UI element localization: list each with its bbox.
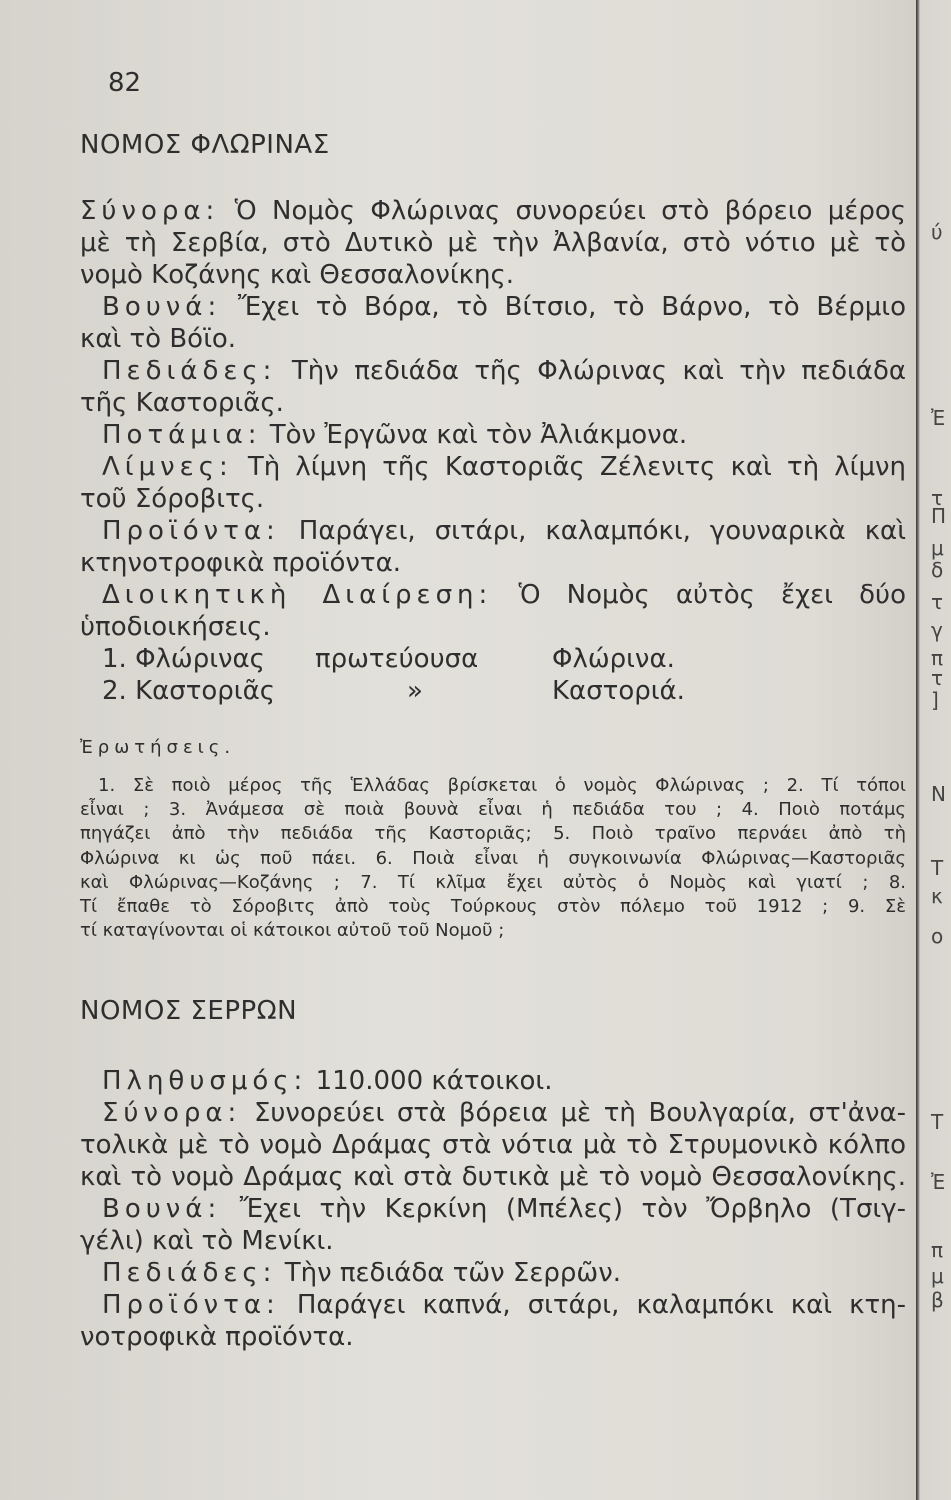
florina-products-line-1 bbox=[80, 516, 906, 546]
florina-products-text-1: Παράγει, σιτάρι, καλαμπόκι, γουναρικὰ καὶ bbox=[279, 516, 906, 546]
florina-admin-line-1 bbox=[80, 580, 906, 610]
admin-row-1-seat: Φλώρινα. bbox=[552, 644, 675, 674]
florina-products-label: Προϊόντα: bbox=[102, 516, 280, 546]
serres-mountains-line-2: γέλι) καὶ τὸ Μενίκι. bbox=[80, 1226, 334, 1256]
gutter-char: δ bbox=[931, 558, 944, 582]
serres-products-line-1 bbox=[80, 1290, 906, 1320]
admin-row-1-role: πρωτεύουσα bbox=[315, 644, 479, 674]
gutter-char: Τ bbox=[931, 1110, 944, 1134]
section-title-florina: ΝΟΜΟΣ ΦΛΩΡΙΝΑΣ bbox=[80, 130, 330, 160]
florina-lakes-line-2: τοῦ Σόροβιτς. bbox=[80, 484, 265, 514]
gutter-char: μ bbox=[931, 1264, 944, 1288]
florina-plains-line-1 bbox=[80, 356, 906, 386]
question-line-2: εἶναι ; 3. Ἀνάμεσα σὲ ποιὰ βουνὰ εἶναι ἡ πεδιάδα του ; 4. Ποιὸ ποτάμς bbox=[80, 799, 906, 820]
serres-borders-text-1: Συνορεύει στὰ βόρεια μὲ τὴ Βουλγαρία, στ'ἀνα- bbox=[241, 1098, 906, 1128]
serres-population-text: 110.000 κάτοικοι. bbox=[307, 1066, 553, 1096]
florina-mountains-label: Βουνά: bbox=[102, 292, 222, 322]
question-line-6: Τί ἔπαθε τὸ Σόροβιτς ἀπὸ τοὺς Τούρκους στὸν πόλεμο τοῦ 1912 ; 9. Σὲ bbox=[80, 896, 906, 917]
questions-heading: Ἐρωτήσεις. bbox=[80, 737, 236, 758]
florina-borders-line-3: νομὸ Κοζάνης καὶ Θεσσαλονίκης. bbox=[80, 260, 514, 290]
gutter-char: τ bbox=[931, 486, 944, 510]
florina-borders-line-2: μὲ τὴ Σερβία, στὸ Δυτικὸ μὲ τὴν Ἀλβανία, στὸ νότιο μὲ τὸ bbox=[80, 228, 906, 258]
serres-plains-line bbox=[80, 1258, 906, 1288]
florina-rivers-label: Ποτάμια: bbox=[102, 420, 262, 450]
gutter-char: τ bbox=[931, 666, 944, 690]
gutter-char: β bbox=[931, 1288, 944, 1312]
gutter-char: π bbox=[931, 1238, 944, 1262]
serres-products-label: Προϊόντα: bbox=[102, 1290, 280, 1320]
florina-mountains-text-1: Ἔχει τὸ Βόρα, τὸ Βίτσιο, τὸ Βάρνο, τὸ Βέρμιο bbox=[221, 292, 906, 322]
serres-borders-label: Σύνορα: bbox=[102, 1098, 242, 1128]
florina-admin-text-1: Ὁ Νομὸς αὐτὸς ἔχει δύο bbox=[492, 580, 906, 610]
serres-mountains-label: Βουνά: bbox=[102, 1194, 222, 1224]
florina-plains-text-1: Τὴν πεδιάδα τῆς Φλώρινας καὶ τὴν πεδιάδα bbox=[276, 356, 906, 386]
florina-borders-text-1: Ὁ Νομὸς Φλώρινας συνορεύει στὸ βόρειο μέρος bbox=[219, 196, 906, 226]
gutter-char: π bbox=[931, 646, 944, 670]
florina-lakes-text-1: Τὴ λίμνη τῆς Καστοριᾶς Ζέλενιτς καὶ τὴ λίμνη bbox=[232, 452, 906, 482]
serres-plains-text: Τὴν πεδιάδα τῶν Σερρῶν. bbox=[276, 1258, 621, 1288]
gutter-char: Ἐ bbox=[931, 406, 946, 430]
gutter-char: γ bbox=[931, 618, 943, 642]
admin-row-2-name: 2. Καστοριᾶς bbox=[102, 676, 275, 706]
question-line-1: 1. Σὲ ποιὸ μέρος τῆς Ἑλλάδας βρίσκεται ὁ νομὸς Φλώρινας ; 2. Τί τόποι bbox=[98, 775, 906, 796]
gutter-char: Τ bbox=[931, 856, 944, 880]
question-line-5: καὶ Φλώρινας—Κοζάνης ; 7. Τί κλῖμα ἔχει αὐτὸς ὁ Νομὸς καὶ γιατί ; 8. bbox=[80, 872, 906, 893]
serres-mountains-text-1: Ἔχει τὴν Κερκίνη (Μπέλες) τὸν Ὄρβηλο (Τσιγ- bbox=[221, 1194, 906, 1224]
serres-products-text-1: Παράγει καπνά, σιτάρι, καλαμπόκι καὶ κτη- bbox=[279, 1290, 906, 1320]
admin-row-2-role: » bbox=[407, 676, 423, 706]
florina-rivers-text: Τὸν Ἐργῶνα καὶ τὸν Ἀλιάκμονα. bbox=[261, 420, 688, 450]
gutter-char: μ bbox=[931, 536, 944, 560]
gutter-char: κ bbox=[931, 884, 943, 908]
florina-mountains-line-1 bbox=[80, 292, 906, 322]
florina-lakes-label: Λίμνες: bbox=[102, 452, 233, 482]
serres-population-line bbox=[80, 1066, 906, 1096]
page-number: 82 bbox=[108, 68, 142, 98]
gutter-char: ύ bbox=[931, 220, 943, 244]
serres-population-label: Πληθυσμός: bbox=[102, 1066, 308, 1096]
gutter-char: Π bbox=[931, 504, 947, 528]
serres-mountains-line-1 bbox=[80, 1194, 906, 1224]
question-line-7: τί καταγίνονται οἱ κάτοικοι αὐτοῦ τοῦ Νομοῦ ; bbox=[80, 920, 505, 941]
section-title-serres: ΝΟΜΟΣ ΣΕΡΡΩΝ bbox=[80, 996, 298, 1026]
florina-plains-line-2: τῆς Καστοριᾶς. bbox=[80, 388, 284, 418]
serres-plains-label: Πεδιάδες: bbox=[102, 1258, 277, 1288]
serres-borders-line-3: καὶ τὸ νομὸ Δράμας καὶ στὰ δυτικὰ μὲ τὸ νομὸ Θεσσαλονίκης. bbox=[80, 1162, 906, 1192]
admin-row-2-seat: Καστοριά. bbox=[552, 676, 685, 706]
florina-products-line-2: κτηνοτροφικὰ προϊόντα. bbox=[80, 548, 401, 578]
florina-lakes-line-1 bbox=[80, 452, 906, 482]
gutter-char: ] bbox=[931, 688, 939, 712]
florina-plains-label: Πεδιάδες: bbox=[102, 356, 277, 386]
serres-products-line-2: νοτροφικὰ προϊόντα. bbox=[80, 1322, 354, 1352]
gutter-char: ο bbox=[931, 924, 944, 948]
florina-borders-line-1 bbox=[80, 196, 906, 226]
florina-admin-line-2: ὑποδιοικήσεις. bbox=[80, 612, 271, 642]
florina-admin-label: Διοικητικὴ Διαίρεση: bbox=[102, 580, 493, 610]
question-line-3: πηγάζει ἀπὸ τὴν πεδιάδα τῆς Καστοριᾶς; 5. Ποιὸ τραῖνο περνάει ἀπὸ τὴ bbox=[80, 823, 906, 844]
gutter-char: τ bbox=[931, 590, 944, 614]
florina-rivers-line bbox=[80, 420, 906, 450]
florina-borders-label: Σύνορα: bbox=[80, 196, 220, 226]
question-line-4: Φλώρινα κι ὡς ποῦ πάει. 6. Ποιὰ εἶναι ἡ συγκοινωνία Φλώρινας—Καστοριᾶς bbox=[80, 848, 906, 869]
serres-borders-line-1 bbox=[80, 1098, 906, 1128]
florina-mountains-line-2: καὶ τὸ Βόϊο. bbox=[80, 324, 237, 354]
gutter-char: Ν bbox=[931, 782, 946, 806]
gutter-char: Ἐ bbox=[931, 1170, 946, 1194]
serres-borders-line-2: τολικὰ μὲ τὸ νομὸ Δράμας στὰ νότια μὰ τὸ Στρυμονικὸ κόλπο bbox=[80, 1130, 906, 1160]
admin-row-1-name: 1. Φλώρινας bbox=[102, 644, 265, 674]
